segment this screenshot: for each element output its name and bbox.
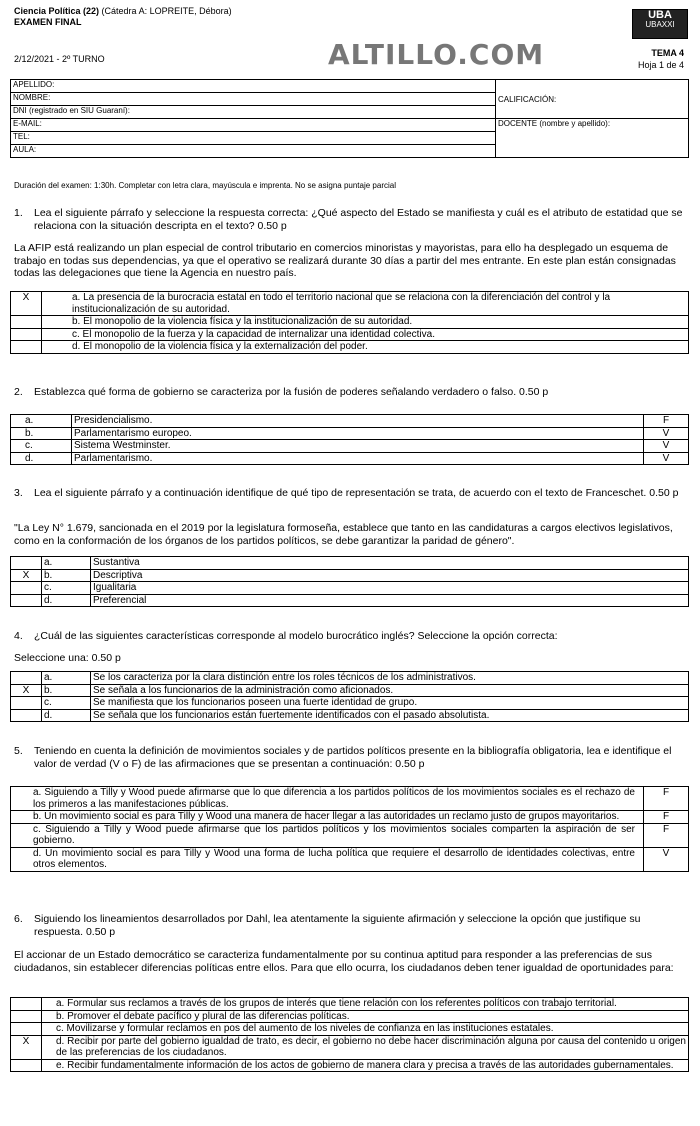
option-text: Sustantiva xyxy=(91,557,689,570)
option-text: Parlamentarismo europeo. xyxy=(72,427,644,440)
option-text: Se manifiesta que los funcionarios poseen una fuerte identidad de grupo. xyxy=(91,697,689,710)
question-2-options xyxy=(10,414,689,465)
question-1-passage: La AFIP está realizando un plan especial de control tributario en comercios minoristas y mayoristas, para ello ha desplegado un esquema de trabajo en todas sus dependencias, ya que el operativo se realizará durante 30 días a partir del mes entrante. En este plan están consignadas todas las delegaciones que tiene la Agencia en nuestro país. xyxy=(14,242,676,279)
question-4-options xyxy=(10,671,689,722)
option-text: Se los caracteriza por la clara distinción entre los roles técnicos de los administrativos. xyxy=(91,672,689,685)
option-text: a. La presencia de la burocracia estatal en todo el territorio nacional que se relaciona con la diferenciación del control y la institucionalización de su autoridad. xyxy=(42,292,689,316)
option-text: b. Promover el debate pacífico y plural de las diferencias políticas. xyxy=(42,1010,689,1023)
option-row: a. Presidencialismo. F xyxy=(11,415,689,428)
exam-header xyxy=(14,6,232,28)
cathedra: (Cátedra A: LOPREITE, Débora) xyxy=(101,6,232,16)
question-6-text: Siguiendo los lineamientos desarrollados por Dahl, lea atentamente la siguiente afirmación y seleccione la opción que justifique su respuesta. 0.50 p xyxy=(34,913,641,938)
question-6-passage: El accionar de un Estado democrático se caracteriza fundamentalmente por su continua aptitud para responder a las preferencias de sus ciudadanos, sin establecer diferencias políticas entre ellos. Para que ello ocurra, los ciudadanos deben tener igualdad de oportunidades para: xyxy=(14,949,674,974)
option-text: d. Recibir por parte del gobierno igualdad de trato, es decir, el gobierno no debe hacer discriminación alguna por causa del contenido u origen de las preferencias de los ciudadanos. xyxy=(42,1035,689,1059)
exam-title: EXAMEN FINAL xyxy=(14,17,82,27)
field-tel[interactable]: TEL: xyxy=(11,132,496,145)
option-text: d. El monopolio de la violencia física y la externalización del poder. xyxy=(42,341,689,354)
option-row xyxy=(11,811,689,824)
watermark: ALTILLO.COM xyxy=(328,38,545,71)
field-aula[interactable]: AULA: xyxy=(11,145,496,158)
option-text: Se señala que los funcionarios están fuertemente identificados con el pasado absolutista. xyxy=(91,709,689,722)
option-row[interactable] xyxy=(11,1010,689,1023)
option-row[interactable] xyxy=(11,328,689,341)
question-1-text: Lea el siguiente párrafo y seleccione la respuesta correcta: ¿Qué aspecto del Estado se manifiesta y cuál es el atributo de estatidad que se relaciona con la situación descripta en el texto? 0.50 p xyxy=(34,207,683,232)
true-false-answer[interactable]: F xyxy=(644,811,689,824)
question-5: 5. Teniendo en cuenta la definición de movimientos sociales y de partidos políticos presente en la bibliografía obligatoria, lea e identifique el valor de verdad (V o F) de las afirmaciones que se presentan a continuación: 0.50 p xyxy=(14,745,690,770)
question-3: 3. Lea el siguiente párrafo y a continuación identifique de qué tipo de representación se trata, de acuerdo con el texto de Franceschet. 0.50 p xyxy=(14,487,690,500)
option-row[interactable] xyxy=(11,316,689,329)
option-row: c. Sistema Westminster. V xyxy=(11,440,689,453)
true-false-answer[interactable]: F xyxy=(644,787,689,811)
option-row: d. Parlamentarismo. V xyxy=(11,452,689,465)
tema-label: TEMA 4 xyxy=(651,48,684,58)
option-text: Sistema Westminster. xyxy=(72,440,644,453)
question-1-options xyxy=(10,291,689,354)
question-3-options xyxy=(10,556,689,607)
option-row[interactable]: X b. Se señala a los funcionarios de la administración como aficionados. xyxy=(11,684,689,697)
question-4-sub: Seleccione una: 0.50 p xyxy=(14,652,121,664)
option-row[interactable]: d. Se señala que los funcionarios están fuertemente identificados con el pasado absolutista. xyxy=(11,709,689,722)
page-count: Hoja 1 de 4 xyxy=(637,60,684,70)
answer-mark[interactable]: X xyxy=(11,1035,42,1059)
answer-mark[interactable] xyxy=(11,582,42,595)
answer-mark[interactable] xyxy=(11,594,42,607)
option-row[interactable] xyxy=(11,1035,689,1059)
option-row[interactable]: a. Se los caracteriza por la clara distinción entre los roles técnicos de los administrativos. xyxy=(11,672,689,685)
true-false-answer[interactable]: F xyxy=(644,415,689,428)
option-row xyxy=(11,847,689,871)
answer-mark[interactable] xyxy=(11,328,42,341)
tema-info xyxy=(638,47,684,71)
answer-mark[interactable] xyxy=(11,316,42,329)
option-text: Presidencialismo. xyxy=(72,415,644,428)
question-6-options xyxy=(10,997,689,1072)
answer-mark[interactable]: X xyxy=(11,292,42,316)
exam-date: 2/12/2021 - 2º TURNO xyxy=(14,54,105,64)
question-2-text: Establezca qué forma de gobierno se caracteriza por la fusión de poderes señalando verdadero o falso. 0.50 p xyxy=(34,386,549,398)
true-false-answer[interactable]: V xyxy=(644,847,689,871)
answer-mark[interactable]: X xyxy=(11,569,42,582)
field-dni[interactable]: DNI (registrado en SIU Guaraní): xyxy=(11,106,496,119)
option-text: b. El monopolio de la violencia física y la institucionalización de su autoridad. xyxy=(42,316,689,329)
answer-mark[interactable] xyxy=(11,1059,42,1072)
question-1: 1. Lea el siguiente párrafo y seleccione la respuesta correcta: ¿Qué aspecto del Estado se manifiesta y cuál es el atributo de estatidad que se relaciona con la situación descripta en el texto? 0.50 p xyxy=(14,207,690,232)
question-6: 6. Siguiendo los lineamientos desarrollados por Dahl, lea atentamente la siguiente afirmación y seleccione la opción que justifique su respuesta. 0.50 p xyxy=(14,913,690,938)
field-docente[interactable]: DOCENTE (nombre y apellido): xyxy=(496,119,689,158)
option-row[interactable]: c. Igualitaria xyxy=(11,582,689,595)
option-text: b. Un movimiento social es para Tilly y Wood una manera de hacer llegar a las autoridades un reclamo justo de grupos mayoritarios. xyxy=(11,811,644,824)
answer-mark[interactable] xyxy=(11,1023,42,1036)
answer-mark[interactable] xyxy=(11,341,42,354)
option-text: c. Movilizarse y formular reclamos en pos del aumento de los niveles de confianza en las instituciones estatales. xyxy=(42,1023,689,1036)
answer-mark[interactable] xyxy=(11,1010,42,1023)
question-2: 2. Establezca qué forma de gobierno se caracteriza por la fusión de poderes señalando verdadero o falso. 0.50 p xyxy=(14,386,690,399)
option-text: c. El monopolio de la fuerza y la capacidad de internalizar una identidad colectiva. xyxy=(42,328,689,341)
true-false-answer[interactable]: V xyxy=(644,452,689,465)
option-text: d. Un movimiento social es para Tilly y Wood una forma de lucha política que requiere el desarrollo de identidades colectivas, entre otros elementos. xyxy=(11,847,644,871)
course-name: Ciencia Política (22) xyxy=(14,6,100,16)
student-form xyxy=(10,79,689,158)
answer-mark[interactable] xyxy=(11,672,42,685)
option-text: a. Siguiendo a Tilly y Wood puede afirmarse que lo que diferencia a los partidos políticos de los movimientos sociales es el rechazo de los primeros a las manifestaciones públicas. xyxy=(11,787,644,811)
field-apellido[interactable]: APELLIDO: xyxy=(11,80,496,93)
option-text: Preferencial xyxy=(91,594,689,607)
answer-mark[interactable] xyxy=(11,709,42,722)
option-text: c. Siguiendo a Tilly y Wood puede afirmarse que los partidos políticos y los movimientos sociales comparten la aspiración de ser gobierno. xyxy=(11,823,644,847)
true-false-answer[interactable]: V xyxy=(644,427,689,440)
option-row xyxy=(11,787,689,811)
option-row[interactable] xyxy=(11,1023,689,1036)
answer-mark[interactable] xyxy=(11,998,42,1011)
true-false-answer[interactable]: F xyxy=(644,823,689,847)
option-row[interactable]: a. Sustantiva xyxy=(11,557,689,570)
option-row[interactable] xyxy=(11,1059,689,1072)
option-row[interactable]: c. Se manifiesta que los funcionarios poseen una fuerte identidad de grupo. xyxy=(11,697,689,710)
option-row xyxy=(11,823,689,847)
option-row: b. Parlamentarismo europeo. V xyxy=(11,427,689,440)
answer-mark[interactable]: X xyxy=(11,684,42,697)
question-4: 4. ¿Cuál de las siguientes características corresponde al modelo burocrático inglés? Seleccione la opción correcta: xyxy=(14,630,690,643)
option-text: Descriptiva xyxy=(91,569,689,582)
option-row[interactable]: d. Preferencial xyxy=(11,594,689,607)
option-row[interactable] xyxy=(11,292,689,316)
option-text: a. Formular sus reclamos a través de los grupos de interés que tiene relación con los referentes políticos con trabajo territorial. xyxy=(42,998,689,1011)
option-text: Parlamentarismo. xyxy=(72,452,644,465)
question-5-text: Teniendo en cuenta la definición de movimientos sociales y de partidos políticos presente en la bibliografía obligatoria, lea e identifique el valor de verdad (V o F) de las afirmaciones que se presentan a continuación: 0.50 p xyxy=(34,745,672,770)
option-text: Igualitaria xyxy=(91,582,689,595)
instructions: Duración del examen: 1:30h. Completar con letra clara, mayúscula e imprenta. No se asigna puntaje parcial xyxy=(14,181,396,190)
answer-mark[interactable] xyxy=(11,697,42,710)
option-row[interactable] xyxy=(11,998,689,1011)
field-calificacion[interactable]: CALIFICACIÓN: xyxy=(496,80,689,119)
question-5-options xyxy=(10,786,689,872)
option-row[interactable] xyxy=(11,341,689,354)
field-nombre[interactable]: NOMBRE: xyxy=(11,93,496,106)
uba-logo: UBA UBAXXI xyxy=(632,9,688,39)
answer-mark[interactable] xyxy=(11,557,42,570)
field-email[interactable]: E-MAIL: xyxy=(11,119,496,132)
question-3-passage: "La Ley N° 1.679, sancionada en el 2019 por la legislatura formoseña, establece que tanto en las candidaturas a cargos electivos legislativos, como en la conformación de los órganos de los partidos políticos, se debe garantizar la paridad de género". xyxy=(14,522,673,547)
true-false-answer[interactable]: V xyxy=(644,440,689,453)
question-3-text: Lea el siguiente párrafo y a continuación identifique de qué tipo de representación se trata, de acuerdo con el texto de Franceschet. 0.50 p xyxy=(34,487,679,499)
option-row[interactable]: X b. Descriptiva xyxy=(11,569,689,582)
option-text: Se señala a los funcionarios de la administración como aficionados. xyxy=(91,684,689,697)
option-text: e. Recibir fundamentalmente información de los actos de gobierno de manera clara y precisa a través de las autoridades gubernamentales. xyxy=(42,1059,689,1072)
question-4-text: ¿Cuál de las siguientes características corresponde al modelo burocrático inglés? Seleccione la opción correcta: xyxy=(34,630,558,642)
